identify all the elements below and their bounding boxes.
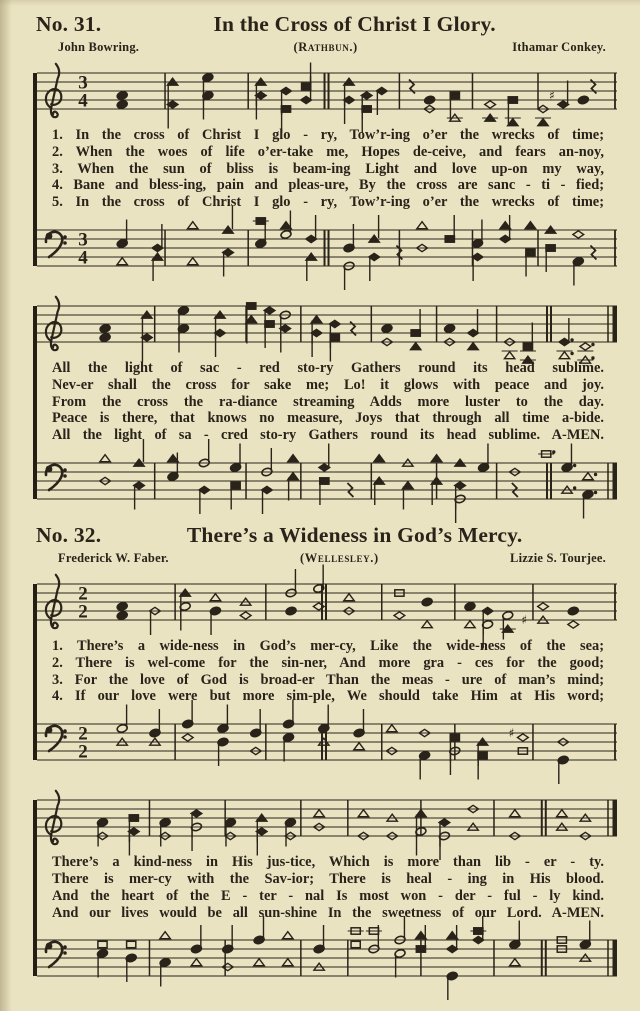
music-staff-treble [35,784,619,852]
svg-text:♯: ♯ [508,726,515,741]
system-left-barline [33,73,37,266]
hymn-31-attribution-row [58,40,606,55]
hymn-32-attribution-row [58,551,606,566]
svg-text:3: 3 [78,72,88,94]
hymn-32-systems [0,568,640,992]
music-staff-bass [35,924,619,992]
system-left-barline [33,584,37,760]
verse-line: All the light of sa - cred sto-ry Gathers round its head sublime. A-MEN. [52,427,604,444]
hymn-system [28,784,616,992]
verse-line: 1. In the cross of Christ I glo - ry, Tow’r-ing o’er the wrecks of time; [52,127,604,143]
svg-text:4: 4 [78,90,88,112]
svg-text:3: 3 [78,229,88,251]
verse-line: 4. Bane and bless-ing, pain and pleas-ure, By the cross are sanc - ti - fied; [52,177,604,194]
verse-line: 3. When the sun of bliss is beam-ing Light and love up-on my way, [52,160,604,177]
hymn-title: There’s a Wideness in God’s Mercy. [186,522,523,547]
hymn-system [28,568,616,776]
svg-text:2: 2 [78,723,88,745]
hymn-composer: Ithamar Conkey. [512,40,606,54]
music-staff-treble [35,568,619,636]
hymn-system [28,57,616,282]
verse-block [28,852,616,924]
hymn-title: In the Cross of Christ I Glory. [213,12,496,36]
tune-name: (Wellesley.) [300,550,379,565]
verse-line: 3. For the love of God is broad-er Than the meas - ure of man’s mind; [52,671,604,688]
hymn-author: John Bowring. [58,40,140,54]
hymn-system [28,290,616,515]
verse-line: 1. There’s a wide-ness in God’s mer-cy, Like the wide-ness of the sea; [52,637,604,654]
music-staff-bass [35,447,619,515]
music-staff-bass [35,708,619,776]
verse-block [28,358,616,447]
verse-line: There’s a kind-ness in His jus-tice, Which is more than lib - er - ty. [52,854,604,871]
hymn-number: No. 32. [36,522,102,547]
hymn-author: Frederick W. Faber. [58,550,169,565]
verse-block [28,125,616,214]
verse-line: All the light of sac - red sto-ry Gathers round its head sublime. [52,359,604,376]
hymn-32-title-row [36,523,598,548]
verse-line: There is mer-cy with the Sav-ior; There is heal - ing in His blood. [52,870,604,887]
svg-text:2: 2 [78,601,88,623]
svg-text:2: 2 [78,583,88,605]
hymn-composer: Lizzie S. Tourjee. [510,550,606,565]
verse-line: 2. When the woes of life o’er-take me, Hopes de-ceive, and fears an-noy, [52,143,604,160]
music-staff-bass [35,214,619,282]
hymn-32-section [0,515,640,992]
music-staff-treble [35,290,619,358]
verse-line: Nev-er shall the cross for sake me; Lo! it glows with peace and joy. [52,376,604,393]
verse-line: 5. In the cross of Christ I glo - ry, Tow’r-ing o’er the wrecks of time; [52,194,604,211]
tune-name: (Rathbun.) [293,40,358,54]
hymn-31-title-row [36,12,598,37]
verse-line: 4. If our love were but more sim-ple, We should take Him at His word; [52,688,604,705]
hymn-31-systems [0,57,640,515]
verse-block [28,636,616,708]
verse-line: Peace is there, that knows no measure, Joys that through all time a-bide. [52,410,604,427]
svg-text:♯: ♯ [521,612,528,627]
hymn-number: No. 31. [36,12,102,36]
svg-text:2: 2 [78,741,88,763]
verse-line: And our lives would be all sun-shine In the sweetness of our Lord. A-MEN. [52,904,604,921]
system-left-barline [33,306,37,499]
music-staff-treble [35,57,619,125]
system-left-barline [33,800,37,976]
svg-text:4: 4 [78,247,88,269]
svg-text:♯: ♯ [549,88,555,103]
verse-line: From the cross the ra-diance streaming Adds more luster to the day. [52,393,604,410]
verse-line: And the heart of the E - ter - nal Is most won - der - ful - ly kind. [52,887,604,904]
verse-line: 2. There is wel-come for the sin-ner, And more gra - ces for the good; [52,654,604,671]
